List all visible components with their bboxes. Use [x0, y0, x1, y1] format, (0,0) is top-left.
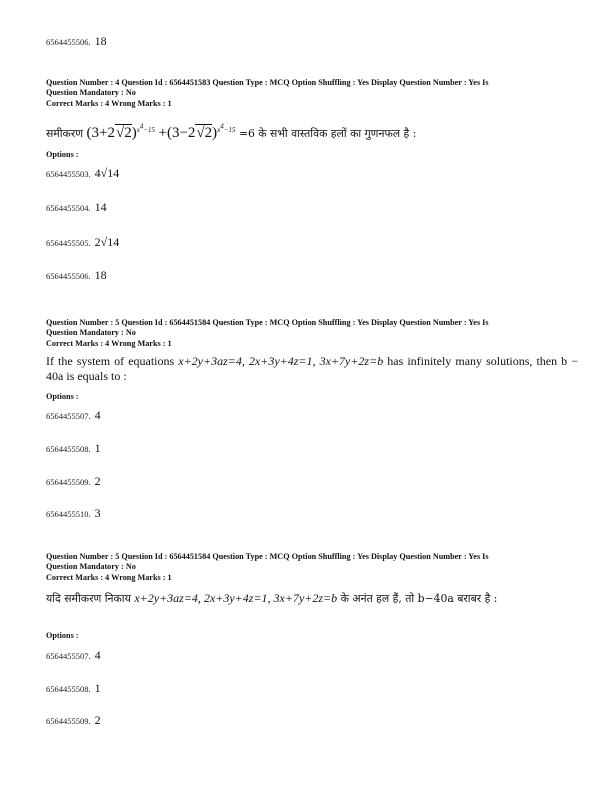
option-row: [46, 474, 101, 489]
option-id: 6564455508.: [46, 444, 91, 454]
option-row: [46, 506, 101, 521]
option-value: 18: [94, 34, 107, 48]
meta-line: Question Number : 5 Question Id : 6564451584 Question Type : MCQ Option Shuffling : Yes Display Question Number : Yes Is: [46, 318, 489, 327]
option-value: 1: [94, 441, 101, 455]
option-id: 6564455507.: [46, 651, 91, 661]
option-row: [46, 681, 101, 696]
stem-text: के अनंत हल हैं, तो b−40a बराबर है :: [340, 592, 498, 605]
option-id: 6564455508.: [46, 684, 91, 694]
option-id: 6564455510.: [46, 509, 91, 519]
meta-line: Question Number : 5 Question Id : 6564451584 Question Type : MCQ Option Shuffling : Yes Display Question Number : Yes Is: [46, 552, 489, 561]
meta-line: Correct Marks : 4 Wrong Marks : 1: [46, 338, 172, 348]
option-row: [46, 34, 107, 49]
option-value: 1: [94, 681, 101, 695]
exponent: x4−15: [217, 123, 236, 135]
option-value: 18: [94, 268, 107, 282]
option-row: [46, 166, 119, 181]
option-id: 6564455506.: [46, 37, 91, 47]
stem-prefix: समीकरण: [46, 126, 84, 140]
question-5-stem-hi: [46, 591, 578, 606]
question-4-stem: [46, 120, 578, 141]
meta-line: Question Mandatory : No: [46, 562, 136, 572]
option-id: 6564455507.: [46, 411, 91, 421]
options-label: Options :: [46, 392, 79, 401]
option-value: 4: [94, 408, 101, 422]
formula: +(3−2√2): [158, 124, 218, 141]
equations: x+2y+3az=4, 2x+3y+4z=1, 3x+7y+2z=b: [178, 354, 384, 368]
options-label: Options :: [46, 631, 79, 640]
option-value: 4√14: [94, 166, 120, 180]
option-id: 6564455503.: [46, 169, 91, 179]
option-row: [46, 713, 101, 728]
option-row: [46, 648, 101, 663]
option-id: 6564455509.: [46, 716, 91, 726]
option-row: [46, 200, 107, 215]
option-value: 2√14: [94, 235, 120, 249]
stem-text: If the system of equations: [46, 354, 175, 368]
option-value: 14: [94, 200, 107, 214]
question-4-meta: [46, 78, 489, 109]
option-value: 4: [94, 648, 101, 662]
option-id: 6564455504.: [46, 203, 91, 213]
meta-line: Question Number : 4 Question Id : 6564451583 Question Type : MCQ Option Shuffling : Yes Display Question Number : Yes Is: [46, 78, 489, 87]
meta-line: Question Mandatory : No: [46, 88, 136, 98]
option-id: 6564455509.: [46, 477, 91, 487]
stem-text: यदि समीकरण निकाय: [46, 592, 131, 605]
option-id: 6564455505.: [46, 238, 91, 248]
option-value: 2: [94, 713, 101, 727]
meta-line: Question Mandatory : No: [46, 328, 136, 338]
option-id: 6564455506.: [46, 271, 91, 281]
meta-line: Correct Marks : 4 Wrong Marks : 1: [46, 98, 172, 108]
equations: x+2y+3az=4, 2x+3y+4z=1, 3x+7y+2z=b: [134, 591, 338, 605]
options-label: Options :: [46, 150, 79, 159]
formula: (3+2√2): [86, 124, 137, 141]
stem-text: has infinitely many solutions, then b − 40a is equals to :: [46, 354, 578, 383]
option-row: [46, 408, 101, 423]
option-value: 3: [94, 506, 101, 520]
option-value: 2: [94, 474, 101, 488]
option-row: [46, 268, 107, 283]
option-row: [46, 235, 119, 250]
option-row: [46, 441, 101, 456]
meta-line: Correct Marks : 4 Wrong Marks : 1: [46, 572, 172, 582]
question-5-hindi-meta: [46, 552, 489, 583]
exponent: x4−15: [136, 123, 156, 135]
question-5-meta: [46, 318, 489, 349]
stem-suffix: =6 के सभी वास्तविक हलों का गुणनफल है :: [238, 126, 417, 140]
question-5-stem-en: [46, 354, 578, 384]
